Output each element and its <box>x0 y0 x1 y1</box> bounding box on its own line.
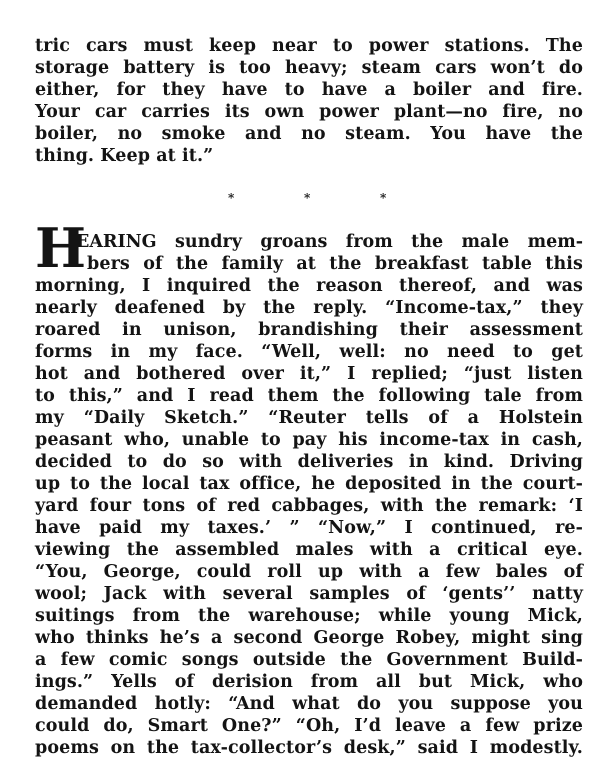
paragraph-lead: EARING sundry groans from the male mem- <box>76 232 583 252</box>
intro-line: either, for they have to have a boiler and fire. <box>35 80 583 100</box>
paragraph-line: hot and bothered over it,” I replied; “just listen <box>35 364 583 384</box>
paragraph-line: have paid my taxes.’ ” “Now,” I continued, re- <box>35 518 583 538</box>
paragraph-line: demanded hotly: “And what do you suppose you <box>35 694 583 714</box>
paragraph-line: “You, George, could roll up with a few bales of <box>35 562 583 582</box>
intro-line: storage battery is too heavy; steam cars won’t do <box>35 58 583 78</box>
paragraph-line: could do, Smart One?” “Oh, I’d leave a few prize <box>35 716 583 736</box>
paragraph-line: morning, I inquired the reason thereof, and was <box>35 276 583 296</box>
paragraph-line: roared in unison, brandishing their assessment <box>35 320 583 340</box>
separator-asterisk: * <box>304 191 311 205</box>
paragraph-line: viewing the assembled males with a critical eye. <box>35 540 583 560</box>
paragraph-line: peasant who, unable to pay his income-tax in cash, <box>35 430 583 450</box>
section-separator <box>0 191 616 211</box>
paragraph-line: poems on the tax-collector’s desk,” said I modestly. <box>35 738 583 758</box>
paragraph-line: yard four tons of red cabbages, with the remark: ‘I <box>35 496 583 516</box>
intro-line: tric cars must keep near to power stations. The <box>35 36 583 56</box>
paragraph-line: ings.” Yells of derision from all but Mick, who <box>35 672 583 692</box>
separator-asterisk: * <box>228 191 235 205</box>
intro-line: boiler, no smoke and no steam. You have the <box>35 124 583 144</box>
paragraph-line: suitings from the warehouse; while young Mick, <box>35 606 583 626</box>
paragraph-line: my “Daily Sketch.” “Reuter tells of a Holstein <box>35 408 583 428</box>
paragraph-line: forms in my face. “Well, well: no need to get <box>35 342 583 362</box>
drop-cap: H <box>35 216 87 280</box>
intro-line: thing. Keep at it.” <box>35 146 214 166</box>
paragraph-line: decided to do so with deliveries in kind. Driving <box>35 452 583 472</box>
paragraph-line: bers of the family at the breakfast table this <box>87 254 583 274</box>
paragraph-line: wool; Jack with several samples of ‘gents’’ natty <box>35 584 583 604</box>
paragraph-line: to this,” and I read them the following tale from <box>35 386 583 406</box>
paragraph-line: who thinks he’s a second George Robey, might sing <box>35 628 583 648</box>
paragraph-line: up to the local tax office, he deposited in the court- <box>35 474 583 494</box>
separator-asterisk: * <box>380 191 387 205</box>
paragraph-line: nearly deafened by the reply. “Income-tax,” they <box>35 298 583 318</box>
paragraph-line: a few comic songs outside the Government Build- <box>35 650 583 670</box>
intro-line: Your car carries its own power plant—no fire, no <box>35 102 583 122</box>
